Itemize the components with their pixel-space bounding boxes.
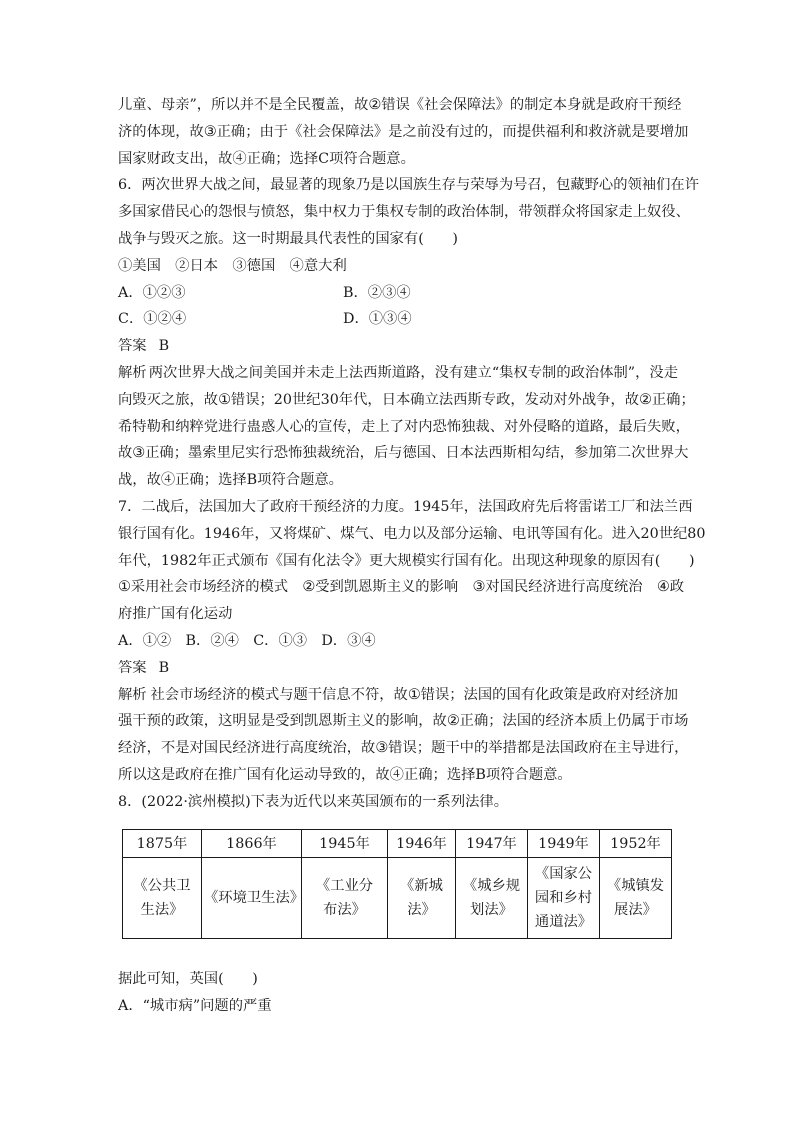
question-6-analysis: 向 毁 灭 之 旅 ， 故 ① 错 误 ； 20 世 纪 30 年 代 ， 日 本 确 立 法 西 斯 专 政 ， 发 动 对 外 战 争 ， 故 ② 正 确 ； bbox=[118, 391, 695, 408]
question-6-analysis bbox=[118, 360, 678, 387]
year-cell: 1946年 bbox=[388, 830, 456, 858]
question-6-answer bbox=[118, 333, 678, 360]
option-a: A．①②③ bbox=[118, 284, 186, 301]
question-6-analysis: 战，故④正确；选择B项符合题意。 bbox=[118, 472, 343, 489]
question-7-stem: 7 ． 二 战 后 ， 法 国 加 大 了 政 府 干 预 经 济 的 力 度 。 1945 年 ， 法 国 政 府 先 后 将 雷 诺 工 厂 和 法 兰 西 bbox=[118, 498, 693, 515]
answer-label: 答案 bbox=[118, 659, 147, 676]
analysis-label: 解析 bbox=[118, 686, 147, 703]
question-7-analysis: 强 干 预 的 政 策 ， 这 明 显 是 受 到 凯 恩 斯 主 义 的 影 响 ， 故 ② 正 确 ； 法 国 的 经 济 本 质 上 仍 属 于 市 场 bbox=[118, 713, 689, 730]
analysis-text: 社 会 市 场 经 济 的 模 式 与 题 干 信 息 不 符 ， 故 ① 错 误 ； 法 国 的 国 有 化 政 策 是 政 府 对 经 济 加 bbox=[150, 686, 678, 703]
table-header-row bbox=[123, 830, 672, 858]
question-8-stem: 8．(2022·滨州模拟)下表为近代以来英国颁布的一系列法律。 bbox=[118, 793, 509, 810]
question-8-question: 据此可知，英国( ) bbox=[118, 971, 258, 987]
question-6-options-row bbox=[118, 306, 678, 333]
text-line: 济 的 体 现 ， 故 ③ 正 确 ； 由 于 《 社 会 保 障 法 》 是 之 前 没 有 过 的 ， 而 提 供 福 利 和 救 济 就 是 要 增 加 bbox=[118, 123, 689, 140]
answer-value: B bbox=[158, 338, 170, 355]
answer-value: B bbox=[158, 659, 170, 676]
law-cell: 《环境卫生法》 bbox=[202, 858, 302, 939]
law-cell: 《新城法》 bbox=[388, 858, 456, 939]
law-cell: 《工业分 布法》 bbox=[302, 858, 388, 939]
document-body bbox=[118, 92, 706, 816]
year-cell: 1952年 bbox=[600, 830, 672, 858]
question-6-stem: 多 国 家 借 民 心 的 怨 恨 与 愤 怒 ， 集 中 权 力 于 集 权 专 制 的 政 治 体 制 ， 带 领 群 众 将 国 家 走 上 奴 役 、 bbox=[118, 204, 690, 221]
year-cell: 1866年 bbox=[202, 830, 302, 858]
question-7-items: 府推广国有化运动 bbox=[118, 606, 233, 623]
question-7-stem: 年代，1982年正式颁布《国有化法令》更大规模实行国有化。出现这种现象的原因有( ) bbox=[118, 552, 695, 569]
question-6-items: ①美国 ②日本 ③德国 ④意大利 bbox=[118, 257, 347, 274]
text-line: 儿 童 、 母 亲 ” ， 所 以 并 不 是 全 民 覆 盖 ， 故 ② 错 误 《 社 会 保 障 法 》 的 制 定 本 身 就 是 政 府 干 预 经 bbox=[118, 97, 682, 113]
question-7-stem: 银 行 国 有 化 。 1946 年 ， 又 将 煤 矿 、 煤 气 、 电 力 以 及 部 分 运 输 、 电 讯 等 国 有 化 。 进 入 20 世 纪 80 bbox=[118, 525, 706, 542]
year-cell: 1947年 bbox=[456, 830, 528, 858]
option-c: C．①②④ bbox=[118, 311, 187, 328]
question-6-stem: 战争与毁灭之旅。这一时期最具代表性的国家有( ) bbox=[118, 230, 458, 247]
question-7-answer bbox=[118, 655, 678, 682]
question-7-items: ① 采 用 社 会 市 场 经 济 的 模 式 ② 受 到 凯 恩 斯 主 义 的 影 响 ③ 对 国 民 经 济 进 行 高 度 统 治 ④ 政 bbox=[118, 579, 684, 596]
law-cell: 《城镇发 展法》 bbox=[600, 858, 672, 939]
question-8-continued bbox=[118, 966, 678, 1020]
option-d: D．①③④ bbox=[343, 311, 412, 328]
year-cell: 1945年 bbox=[302, 830, 388, 858]
question-6-stem: 6 ． 两 次 世 界 大 战 之 间 ， 最 显 著 的 现 象 乃 是 以 国 族 生 存 与 荣 辱 为 号 召 ， 包 藏 野 心 的 领 袖 们 在 许 bbox=[118, 177, 699, 194]
question-6-analysis: 故 ③ 正 确 ； 墨 索 里 尼 实 行 恐 怖 独 裁 统 治 ， 后 与 德 国 、 日 本 法 西 斯 相 勾 结 ， 参 加 第 二 次 世 界 大 bbox=[118, 445, 689, 462]
text-line: 国家财政支出，故④正确；选择C项符合题意。 bbox=[118, 150, 415, 167]
answer-label: 答案 bbox=[118, 338, 147, 355]
analysis-label: 解析 bbox=[118, 364, 147, 381]
analysis-text: 两 次 世 界 大 战 之 间 美 国 并 未 走 上 法 西 斯 道 路 ， 没 有 建 立 “ 集 权 专 制 的 政 治 体 制 ” ， 没 走 bbox=[148, 364, 678, 381]
question-7-options: A．①② B．②④ C．①③ D．③④ bbox=[118, 632, 376, 649]
law-cell: 《公共卫 生法》 bbox=[123, 858, 202, 939]
laws-table bbox=[122, 829, 672, 939]
question-7-analysis: 经 济 ， 不 是 对 国 民 经 济 进 行 高 度 统 治 ， 故 ③ 错 误 ； 题 干 中 的 举 措 都 是 法 国 政 府 在 主 导 进 行 ， bbox=[118, 740, 689, 757]
table-row bbox=[123, 858, 672, 939]
option-b: B．②③④ bbox=[343, 284, 411, 301]
question-7-analysis: 所以这是政府在推广国有化运动导致的，故④正确；选择B项符合题意。 bbox=[118, 766, 572, 783]
year-cell: 1875年 bbox=[123, 830, 202, 858]
law-cell: 《国家公 园和乡村 通道法》 bbox=[528, 858, 600, 939]
law-cell: 《城乡规 划法》 bbox=[456, 858, 528, 939]
question-6-analysis: 希 特 勒 和 纳 粹 党 进 行 蛊 惑 人 心 的 宣 传 ， 走 上 了 对 内 恐 怖 独 裁 、 对 外 侵 略 的 道 路 ， 最 后 失 败 ， bbox=[118, 418, 690, 435]
option-a: A．“城市病”问题的严重 bbox=[118, 997, 272, 1014]
question-6-options-row bbox=[118, 280, 678, 307]
question-7-analysis bbox=[118, 682, 678, 709]
year-cell: 1949年 bbox=[528, 830, 600, 858]
